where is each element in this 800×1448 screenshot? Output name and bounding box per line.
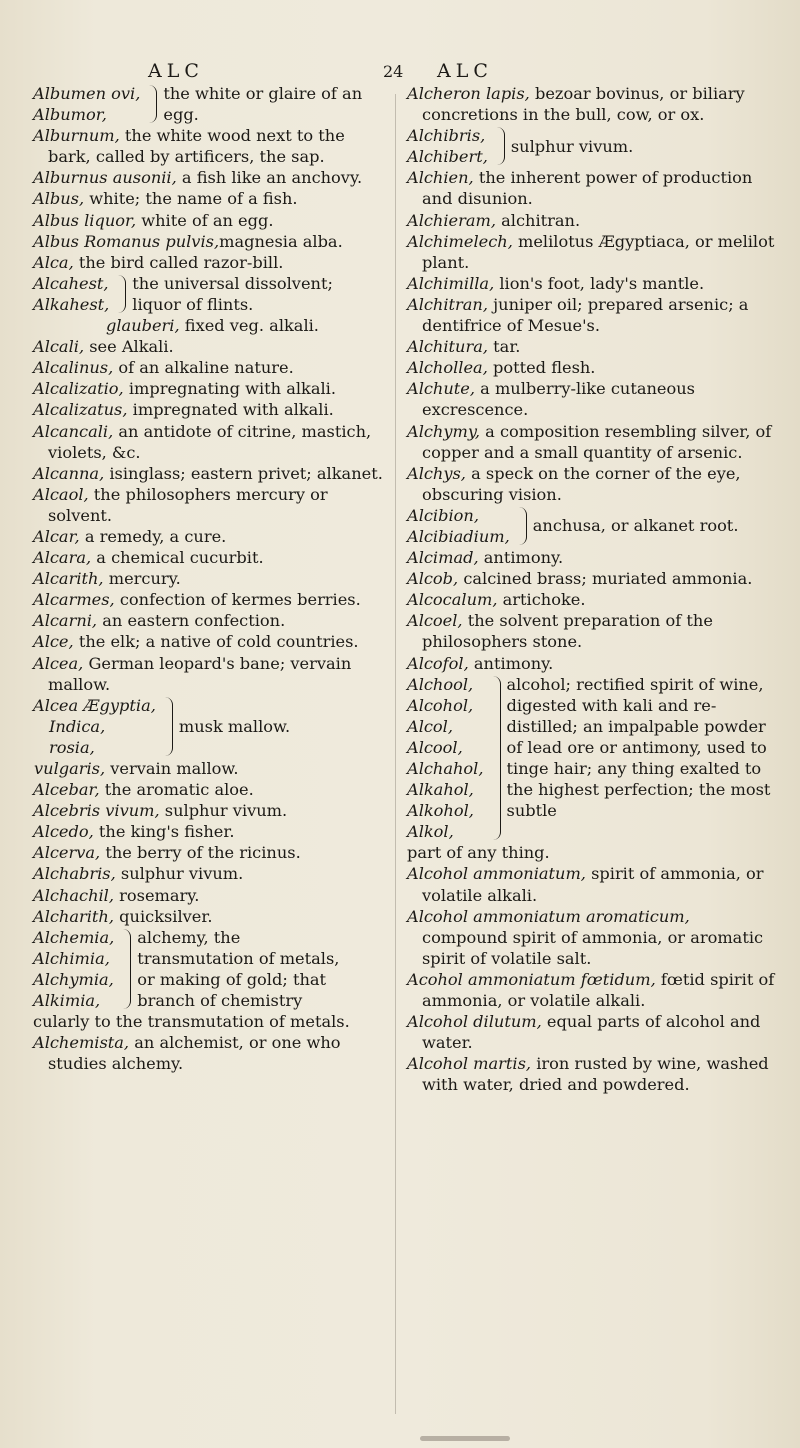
headword: Albumen ovi, xyxy=(33,84,141,103)
definition: white; the name of a fish. xyxy=(84,189,298,209)
headword: Alchieram, xyxy=(407,210,496,230)
dictionary-entry xyxy=(33,1032,386,1074)
dictionary-entry xyxy=(33,484,386,526)
dictionary-entry xyxy=(33,842,386,863)
headword: Alcheron lapis, xyxy=(407,84,530,103)
dictionary-entry xyxy=(33,125,386,167)
definition: fœtid spirit of ammonia, or volatile alkali. xyxy=(422,969,775,1011)
definition: a speck on the corner of the eye, obscuring vision. xyxy=(422,463,741,504)
definition: the aromatic aloe. xyxy=(99,780,254,800)
dictionary-entry xyxy=(33,800,386,821)
brace xyxy=(492,127,505,165)
definition: the philosophers mercury or solvent. xyxy=(48,484,328,525)
definition: part of any thing. xyxy=(407,843,550,863)
headword: Alcerva, xyxy=(33,843,101,863)
dictionary-entry-continuation: cularly to the transmutation of metals. xyxy=(33,1012,350,1032)
headword: Alcimad, xyxy=(407,548,479,568)
dictionary-entry xyxy=(407,357,779,378)
dictionary-entry xyxy=(33,188,386,209)
headword: Albus liquor, xyxy=(33,210,137,230)
definition: confection of kermes berries. xyxy=(114,590,361,610)
dictionary-entry xyxy=(407,1011,779,1053)
headword: Acohol ammoniatum fœtidum, xyxy=(407,969,656,989)
dictionary-entry xyxy=(33,463,386,484)
dictionary-entry xyxy=(407,294,779,336)
headword: Alburnum, xyxy=(33,126,120,146)
definition: a chemical cucurbit. xyxy=(91,548,264,568)
header-left-guide: ALC xyxy=(148,60,204,82)
headword: Alchute, xyxy=(407,379,476,399)
definition: antimony. xyxy=(468,653,554,673)
definition: see Alkali. xyxy=(84,337,174,357)
definition: quicksilver. xyxy=(114,906,213,926)
definition: mercury. xyxy=(103,569,181,589)
definition: iron rusted by wine, washed with water, dried and powdered. xyxy=(422,1054,769,1095)
entry-group xyxy=(33,695,386,758)
dictionary-entry xyxy=(33,589,386,610)
headword: Alcohol dilutum, xyxy=(407,1012,542,1032)
definition: sulphur vivum. xyxy=(159,801,288,821)
right-column xyxy=(407,83,779,1096)
definition: alchemy, the transmutation of metals, or making of gold; that branch of chemistry xyxy=(137,927,340,1011)
dictionary-entry xyxy=(33,610,386,631)
headword: rosia, xyxy=(49,737,95,757)
dictionary-entry xyxy=(407,378,779,420)
definition: a fish like an anchovy. xyxy=(176,168,363,188)
definition: antimony. xyxy=(478,548,564,568)
headword: Alchemia, xyxy=(33,927,115,947)
headword: Alcali, xyxy=(33,337,85,357)
headword: Alkimia, xyxy=(33,991,101,1011)
headword: Alce, xyxy=(33,632,74,652)
headword: Alcea, xyxy=(33,653,84,673)
brace xyxy=(488,676,501,841)
definition: German leopard's bane; vervain mallow. xyxy=(48,653,352,694)
definition: an alchemist, or one who studies alchemy. xyxy=(48,1033,341,1074)
headword: Alcocalum, xyxy=(407,590,498,610)
dictionary-entry xyxy=(33,885,386,906)
definition: a remedy, a cure. xyxy=(79,526,227,546)
definition: impregnating with alkali. xyxy=(123,379,337,399)
dictionary-entry xyxy=(33,399,386,420)
definition: lion's foot, lady's mantle. xyxy=(494,273,705,293)
headword: glauberi, xyxy=(106,316,180,336)
headword: Alcedo, xyxy=(33,822,94,842)
headword: Alkol, xyxy=(407,822,454,842)
dictionary-entry xyxy=(407,463,779,505)
headword: Alcahest, xyxy=(33,273,109,293)
dictionary-subentry xyxy=(33,758,386,779)
headword: Alcohol martis, xyxy=(407,1054,532,1074)
definition: tar. xyxy=(488,337,521,357)
dictionary-entry xyxy=(33,167,386,188)
definition: the white or glaire of an egg. xyxy=(163,84,363,125)
definition: the universal dissolvent; liquor of flints. xyxy=(132,273,333,314)
entry-group xyxy=(33,273,386,315)
dictionary-entry xyxy=(407,421,779,463)
definition: an eastern confection. xyxy=(97,611,286,631)
dictionary-entry xyxy=(407,653,779,674)
definition: spirit of ammonia, or volatile alkali. xyxy=(422,864,764,905)
headword: Alca, xyxy=(33,252,74,272)
headword: Alcaol, xyxy=(33,484,89,504)
definition: vervain mallow. xyxy=(105,759,239,778)
dictionary-entry xyxy=(407,568,779,589)
headword: Alcarith, xyxy=(33,569,104,589)
headword: Alchymy, xyxy=(407,421,480,441)
dictionary-entry xyxy=(407,231,779,273)
dictionary-entry xyxy=(33,252,386,273)
headword: Alchahol, xyxy=(407,759,484,778)
dictionary-entry xyxy=(407,610,779,652)
headword: Alchibert, xyxy=(407,147,488,167)
headword: Alchibris, xyxy=(407,126,486,146)
definition: melilotus Ægyptiaca, or melilot plant. xyxy=(422,231,775,272)
headword: Alcebris vivum, xyxy=(33,801,160,821)
brace xyxy=(144,85,157,123)
headword: Alchimilla, xyxy=(407,273,495,293)
headword: Alcalizatus, xyxy=(33,400,128,420)
dictionary-entry xyxy=(33,378,386,399)
brace xyxy=(160,697,173,756)
dictionary-entry xyxy=(407,336,779,357)
headword: Albumor, xyxy=(33,105,107,125)
headword: Alkahol, xyxy=(407,780,474,800)
definition: alchitran. xyxy=(496,210,581,230)
definition: sulphur vivum. xyxy=(115,864,244,884)
headword: Alcalinus, xyxy=(33,358,114,378)
headword: Alcibion, xyxy=(407,505,479,525)
definition: a composition resembling silver, of copper and a small quantity of arsenic. xyxy=(422,421,772,462)
dictionary-entry xyxy=(33,568,386,589)
definition: bezoar bovinus, or biliary concretions in the bull, cow, or ox. xyxy=(422,84,745,125)
headword: Alchien, xyxy=(407,168,474,188)
dictionary-entry xyxy=(33,863,386,884)
definition: calcined brass; muriated ammonia. xyxy=(458,569,753,589)
headword: Alcar, xyxy=(33,526,80,546)
headword: Alcool, xyxy=(407,737,463,757)
definition: sulphur vivum. xyxy=(510,136,634,156)
entry-group xyxy=(407,125,779,167)
page-number: 24 xyxy=(383,62,404,81)
headword: Albus, xyxy=(33,189,85,209)
dictionary-entry xyxy=(407,863,779,905)
definition: an antidote of citrine, mastich, violets, &c. xyxy=(48,421,372,462)
headword: Alcebar, xyxy=(33,780,100,800)
headword: Alchymia, xyxy=(33,969,114,989)
headword: Alcarmes, xyxy=(33,590,115,610)
dictionary-entry xyxy=(33,210,386,231)
headword: Alcohol, xyxy=(407,695,474,715)
headword: Alcharith, xyxy=(33,906,115,926)
dictionary-entry xyxy=(33,631,386,652)
headword: Alburnus ausonii, xyxy=(33,168,177,188)
headword: Alchabris, xyxy=(33,864,116,884)
dictionary-entry xyxy=(33,906,386,927)
dictionary-entry xyxy=(407,547,779,568)
headword: Alcohol ammoniatum, xyxy=(407,864,586,884)
dictionary-entry xyxy=(407,210,779,231)
headword: Alcea Ægyptia, xyxy=(33,695,156,715)
definition: the berry of the ricinus. xyxy=(100,843,301,863)
headword: Alchimelech, xyxy=(407,231,513,251)
dictionary-entry xyxy=(407,273,779,294)
headword: Alchool, xyxy=(407,674,474,694)
dictionary-entry xyxy=(407,589,779,610)
headword: Alchemista, xyxy=(33,1033,130,1053)
headword: Alchimia, xyxy=(33,948,110,968)
definition: a mulberry-like cutaneous excrescence. xyxy=(422,379,695,420)
headword: Alcancali, xyxy=(33,421,114,441)
definition: white of an egg. xyxy=(136,210,274,230)
headword: Alchitura, xyxy=(407,337,489,357)
header-right-guide: ALC xyxy=(437,60,493,82)
headword: vulgaris, xyxy=(34,759,106,778)
left-column xyxy=(33,83,386,1074)
headword: Alcob, xyxy=(407,569,459,589)
entry-group xyxy=(33,83,386,125)
entry-group xyxy=(407,674,779,843)
dictionary-subentry xyxy=(33,315,386,336)
ink-smudge xyxy=(420,1436,510,1441)
brace xyxy=(113,275,126,313)
dictionary-entry xyxy=(407,1053,779,1095)
headword: Alchollea, xyxy=(407,358,488,378)
definition: potted flesh. xyxy=(487,358,596,378)
dictionary-entry xyxy=(407,83,779,125)
headword: Alcoel, xyxy=(407,611,463,631)
definition: equal parts of alcohol and water. xyxy=(422,1012,761,1053)
headword: Albus Romanus pulvis, xyxy=(33,231,220,251)
headword: Alchitran, xyxy=(407,294,489,314)
definition: compound spirit of ammonia, or aromatic spirit of volatile salt. xyxy=(422,927,764,968)
definition: the bird called razor-bill. xyxy=(73,252,284,272)
definition: the inherent power of production and disunion. xyxy=(422,168,753,209)
headword: Alkohol, xyxy=(407,801,474,821)
headword: Alcara, xyxy=(33,548,92,568)
dictionary-entry xyxy=(33,357,386,378)
headword: Alcohol ammoniatum aromaticum, xyxy=(407,906,690,926)
headword: Alcalizatio, xyxy=(33,379,124,399)
dictionary-entry xyxy=(407,969,779,1011)
headword: Alcanna, xyxy=(33,463,105,483)
dictionary-entry xyxy=(33,547,386,568)
column-divider xyxy=(395,94,396,1414)
definition: magnesia alba. xyxy=(219,231,343,251)
headword: Alcibiadium, xyxy=(407,526,510,546)
dictionary-entry xyxy=(33,231,386,252)
dictionary-entry xyxy=(33,421,386,463)
entry-group xyxy=(407,505,779,547)
definition: artichoke. xyxy=(497,590,586,610)
definition: of an alkaline nature. xyxy=(113,358,294,378)
definition: the white wood next to the bark, called by artificers, the sap. xyxy=(48,126,345,167)
brace xyxy=(118,929,131,1009)
definition: juniper oil; prepared arsenic; a dentifrice of Mesue's. xyxy=(422,294,749,336)
definition: alcohol; rectified spirit of wine, digested with kali and re-distilled; an impalpable powder of lead ore or antimony, used to tinge hair; any thing exalted to the highest perfection; the most subtle xyxy=(506,674,771,821)
headword: Alchys, xyxy=(407,463,466,483)
definition: isinglass; eastern privet; alkanet. xyxy=(104,463,383,483)
dictionary-entry xyxy=(407,906,779,969)
headword: Alcol, xyxy=(407,716,454,736)
definition: the solvent preparation of the philosophers stone. xyxy=(422,611,713,652)
definition: the elk; a native of cold countries. xyxy=(73,632,359,652)
definition: anchusa, or alkanet root. xyxy=(532,516,739,536)
definition: musk mallow. xyxy=(178,716,291,736)
dictionary-entry-continuation xyxy=(407,842,779,863)
dictionary-entry xyxy=(33,526,386,547)
dictionary-entry xyxy=(33,821,386,842)
brace xyxy=(514,507,527,545)
definition: rosemary. xyxy=(114,885,200,905)
dictionary-entry xyxy=(33,653,386,695)
headword: Alcarni, xyxy=(33,611,98,631)
headword: Alchachil, xyxy=(33,885,115,905)
dictionary-entry xyxy=(407,167,779,209)
dictionary-entry xyxy=(33,779,386,800)
headword: Alcofol, xyxy=(407,653,469,673)
definition: fixed veg. alkali. xyxy=(179,316,319,336)
headword: Indica, xyxy=(49,716,106,736)
entry-group xyxy=(33,927,386,1011)
definition: the king's fisher. xyxy=(93,822,235,842)
headword: Alkahest, xyxy=(33,294,110,314)
definition: impregnated with alkali. xyxy=(127,400,334,420)
dictionary-entry xyxy=(33,336,386,357)
